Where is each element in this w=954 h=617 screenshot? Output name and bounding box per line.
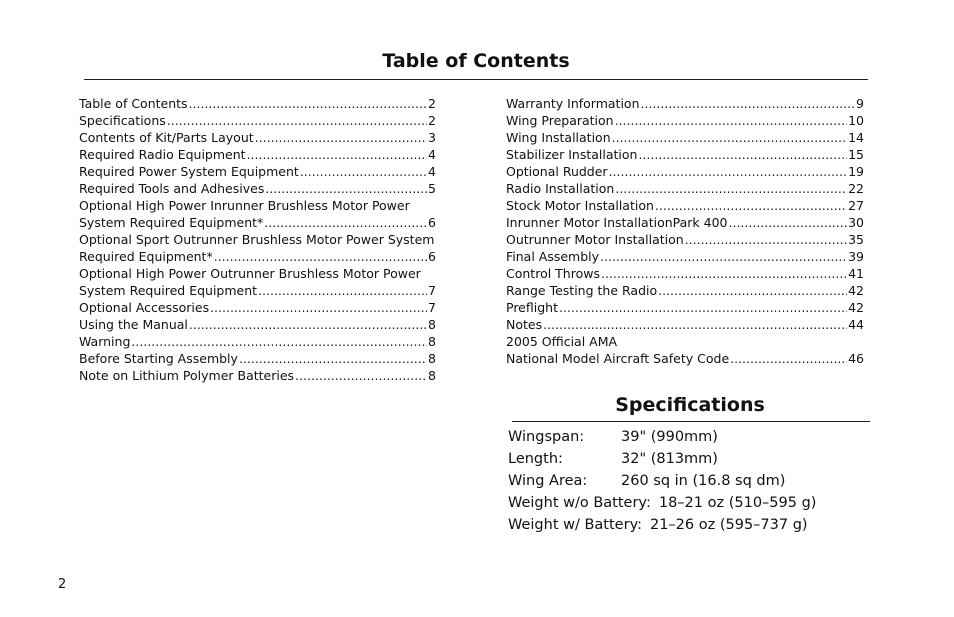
toc-entry-label: Before Starting Assembly: [79, 351, 238, 366]
toc-entry-label: Note on Lithium Polymer Batteries: [79, 368, 295, 383]
toc-entry-page: 5: [428, 181, 436, 196]
toc-leader-dots: [265, 180, 427, 197]
toc-entry-label: Required Equipment*: [79, 249, 213, 264]
toc-entry-page: 8: [428, 351, 436, 366]
toc-entry-page: 10: [848, 113, 864, 128]
toc-entry: [79, 350, 436, 367]
toc-entry-page: 35: [848, 232, 864, 247]
toc-leader-dots: [615, 112, 847, 129]
toc-entry-label: Wing Installation: [506, 130, 611, 145]
toc-entry: [506, 350, 864, 367]
spec-label: Wing Area:: [508, 473, 588, 489]
toc-leader-dots: [729, 214, 848, 231]
toc-entry-label: System Required Equipment: [79, 283, 258, 298]
toc-entry-label: Contents of Kit/Parts Layout: [79, 130, 254, 145]
toc-entry: [79, 282, 436, 299]
toc-entry-label: Required Power System Equipment: [79, 164, 299, 179]
toc-entry-page: 14: [848, 130, 864, 145]
toc-leader-dots: [239, 350, 427, 367]
toc-entry: [79, 146, 436, 163]
toc-entry-label: Optional Rudder: [506, 164, 608, 179]
toc-entry-page: 7: [428, 283, 436, 298]
toc-entry-page: 2: [428, 96, 436, 111]
toc-leader-dots: [543, 316, 847, 333]
toc-entry-page: 30: [848, 215, 864, 230]
spec-value: 18–21 oz (510–595 g): [658, 495, 817, 511]
toc-entry: [506, 282, 864, 299]
toc-entry: [506, 163, 864, 180]
toc-entry-label: System Required Equipment*: [79, 215, 264, 230]
specifications-table: [508, 426, 816, 536]
toc-entry: [79, 112, 436, 129]
toc-entry-label: Warranty Information: [506, 96, 640, 111]
toc-entry: [506, 95, 864, 112]
toc-entry: [506, 265, 864, 282]
toc-entry-page: 2: [428, 113, 436, 128]
toc-entry-text: 2005 Official AMA: [506, 334, 618, 349]
toc-entry-label: National Model Aircraft Safety Code: [506, 351, 730, 366]
toc-entry-label: Radio Installation: [506, 181, 615, 196]
toc-entry-label: Required Radio Equipment: [79, 147, 246, 162]
toc-entry-page: 6: [428, 249, 436, 264]
toc-entry: [79, 316, 436, 333]
toc-entry-text: Optional High Power Outrunner Brushless Motor Power: [79, 266, 421, 281]
toc-leader-dots: [609, 163, 848, 180]
spec-row: [508, 448, 816, 470]
spec-value: 32" (813mm): [621, 451, 718, 467]
toc-entry-label: Inrunner Motor InstallationPark 400: [506, 215, 728, 230]
toc-entry: [506, 146, 864, 163]
toc-leader-dots: [214, 248, 427, 265]
spec-row: [508, 426, 816, 448]
toc-entry: [506, 197, 864, 214]
toc-entry-label: Required Tools and Adhesives: [79, 181, 265, 196]
spec-row: [508, 492, 816, 514]
spec-label: Wingspan:: [508, 429, 585, 445]
toc-entry-text: Optional Sport Outrunner Brushless Motor Power System: [79, 232, 435, 247]
toc-entry-page: 7: [428, 300, 436, 315]
toc-entry-label: Preflight: [506, 300, 558, 315]
toc-entry-label: Final Assembly: [506, 249, 600, 264]
toc-entry-page: 4: [428, 147, 436, 162]
toc-leader-dots: [600, 248, 847, 265]
toc-leader-dots: [258, 282, 427, 299]
toc-entry-label: Notes: [506, 317, 543, 332]
toc-leader-dots: [189, 95, 428, 112]
spec-value: 260 sq in (16.8 sq dm): [621, 473, 786, 489]
toc-entry-label: Optional Accessories: [79, 300, 210, 315]
toc-entry-page: 22: [848, 181, 864, 196]
toc-entry-page: 42: [848, 283, 864, 298]
toc-leader-dots: [300, 163, 427, 180]
toc-leader-dots: [247, 146, 427, 163]
toc-leader-dots: [255, 129, 427, 146]
toc-leader-dots: [295, 367, 427, 384]
toc-entry-label: Stock Motor Installation: [506, 198, 654, 213]
toc-leader-dots: [210, 299, 427, 316]
toc-entry-page: 46: [848, 351, 864, 366]
toc-entry: [506, 231, 864, 248]
toc-entry-label: Stabilizer Installation: [506, 147, 638, 162]
toc-entry-page: 4: [428, 164, 436, 179]
toc-entry: [506, 129, 864, 146]
toc-entry: [506, 112, 864, 129]
toc-entry: [506, 299, 864, 316]
toc-leader-dots: [638, 146, 847, 163]
toc-entry: [79, 180, 436, 197]
toc-entry-page: 8: [428, 334, 436, 349]
toc-entry: [506, 316, 864, 333]
spec-label: Length:: [508, 451, 563, 467]
spec-label: Weight w/o Battery:: [508, 495, 651, 511]
toc-leader-dots: [601, 265, 847, 282]
toc-leader-dots: [559, 299, 847, 316]
spec-value: 39" (990mm): [621, 429, 718, 445]
page-number: 2: [58, 577, 67, 592]
toc-entry: [79, 129, 436, 146]
toc-entry-label: Outrunner Motor Installation: [506, 232, 684, 247]
toc-right-column: [506, 95, 864, 367]
toc-entry-page: 39: [848, 249, 864, 264]
toc-leader-dots: [167, 112, 427, 129]
toc-leader-dots: [264, 214, 427, 231]
toc-entry: [79, 367, 436, 384]
toc-left-column: [79, 95, 436, 384]
toc-entry-page: 42: [848, 300, 864, 315]
toc-entry: [79, 163, 436, 180]
spec-value: 21–26 oz (595–737 g): [649, 517, 808, 533]
toc-entry: [79, 95, 436, 112]
toc-entry: [506, 248, 864, 265]
spec-row: [508, 470, 816, 492]
toc-entry-page: 44: [848, 317, 864, 332]
toc-entry-page: 19: [848, 164, 864, 179]
toc-entry-label: Range Testing the Radio: [506, 283, 658, 298]
toc-entry: [79, 333, 436, 350]
toc-leader-dots: [131, 333, 427, 350]
toc-entry-label: Warning: [79, 334, 131, 349]
toc-entry-label: Control Throws: [506, 266, 600, 281]
toc-entry: [79, 214, 436, 231]
toc-leader-dots: [685, 231, 847, 248]
toc-leader-dots: [189, 316, 427, 333]
specifications-title: Specifications: [615, 394, 765, 416]
toc-entry-page: 41: [848, 266, 864, 281]
toc-leader-dots: [615, 180, 847, 197]
toc-entry-label: Table of Contents: [79, 96, 188, 111]
specifications-divider: [512, 421, 870, 422]
toc-entry-page: 8: [428, 317, 436, 332]
toc-entry-label: Specifications: [79, 113, 166, 128]
spec-row: [508, 514, 816, 536]
toc-entry-text: Optional High Power Inrunner Brushless Motor Power: [79, 198, 410, 213]
toc-leader-dots: [730, 350, 847, 367]
page-title: Table of Contents: [382, 50, 570, 72]
toc-entry-page: 6: [428, 215, 436, 230]
toc-entry-page: 27: [848, 198, 864, 213]
toc-entry-label: Using the Manual: [79, 317, 188, 332]
toc-entry-page: 15: [848, 147, 864, 162]
toc-entry-page: 9: [856, 96, 864, 111]
toc-leader-dots: [658, 282, 847, 299]
toc-entry-label: Wing Preparation: [506, 113, 614, 128]
toc-entry-page: 8: [428, 368, 436, 383]
toc-leader-dots: [655, 197, 847, 214]
toc-leader-dots: [641, 95, 856, 112]
title-divider: [84, 79, 868, 80]
toc-entry: [79, 248, 436, 265]
toc-entry: [506, 214, 864, 231]
toc-entry: [79, 299, 436, 316]
toc-entry-page: 3: [428, 130, 436, 145]
toc-leader-dots: [612, 129, 847, 146]
toc-entry: [506, 180, 864, 197]
spec-label: Weight w/ Battery:: [508, 517, 642, 533]
